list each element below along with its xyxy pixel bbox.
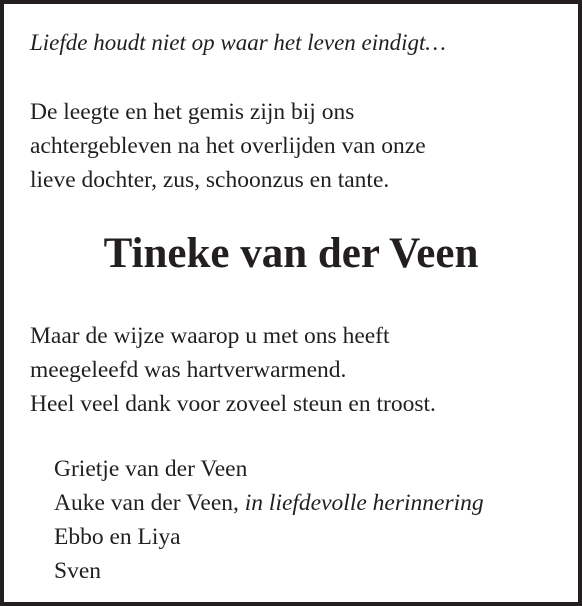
signers-list [54,452,484,588]
signer [54,486,484,520]
signer [54,452,484,486]
deceased-name: Tineke van der Veen [103,230,479,277]
signer-note: in liefdevolle herinnering [244,490,484,516]
signer [54,520,484,554]
intro-paragraph [30,95,426,197]
signer-name: Sven [54,558,101,584]
signer-name: Grietje van der Veen [54,456,248,482]
thanks-line: meegeleefd was hartverwarmend. [30,357,347,383]
intro-line: De leegte en het gemis zijn bij ons [30,99,355,125]
intro-line: achtergebleven na het overlijden van onze [30,133,426,159]
thanks-paragraph [30,319,436,421]
thanks-line: Heel veel dank voor zoveel steun en troost. [30,391,436,417]
signer-name: Auke van der Veen, [54,490,245,516]
motto: Liefde houdt niet op waar het leven eindigt… [30,30,446,55]
intro-line: lieve dochter, zus, schoonzus en tante. [30,167,390,193]
thanks-line: Maar de wijze waarop u met ons heeft [30,323,390,349]
signer [54,554,484,588]
signer-name: Ebbo en Liya [54,524,181,550]
